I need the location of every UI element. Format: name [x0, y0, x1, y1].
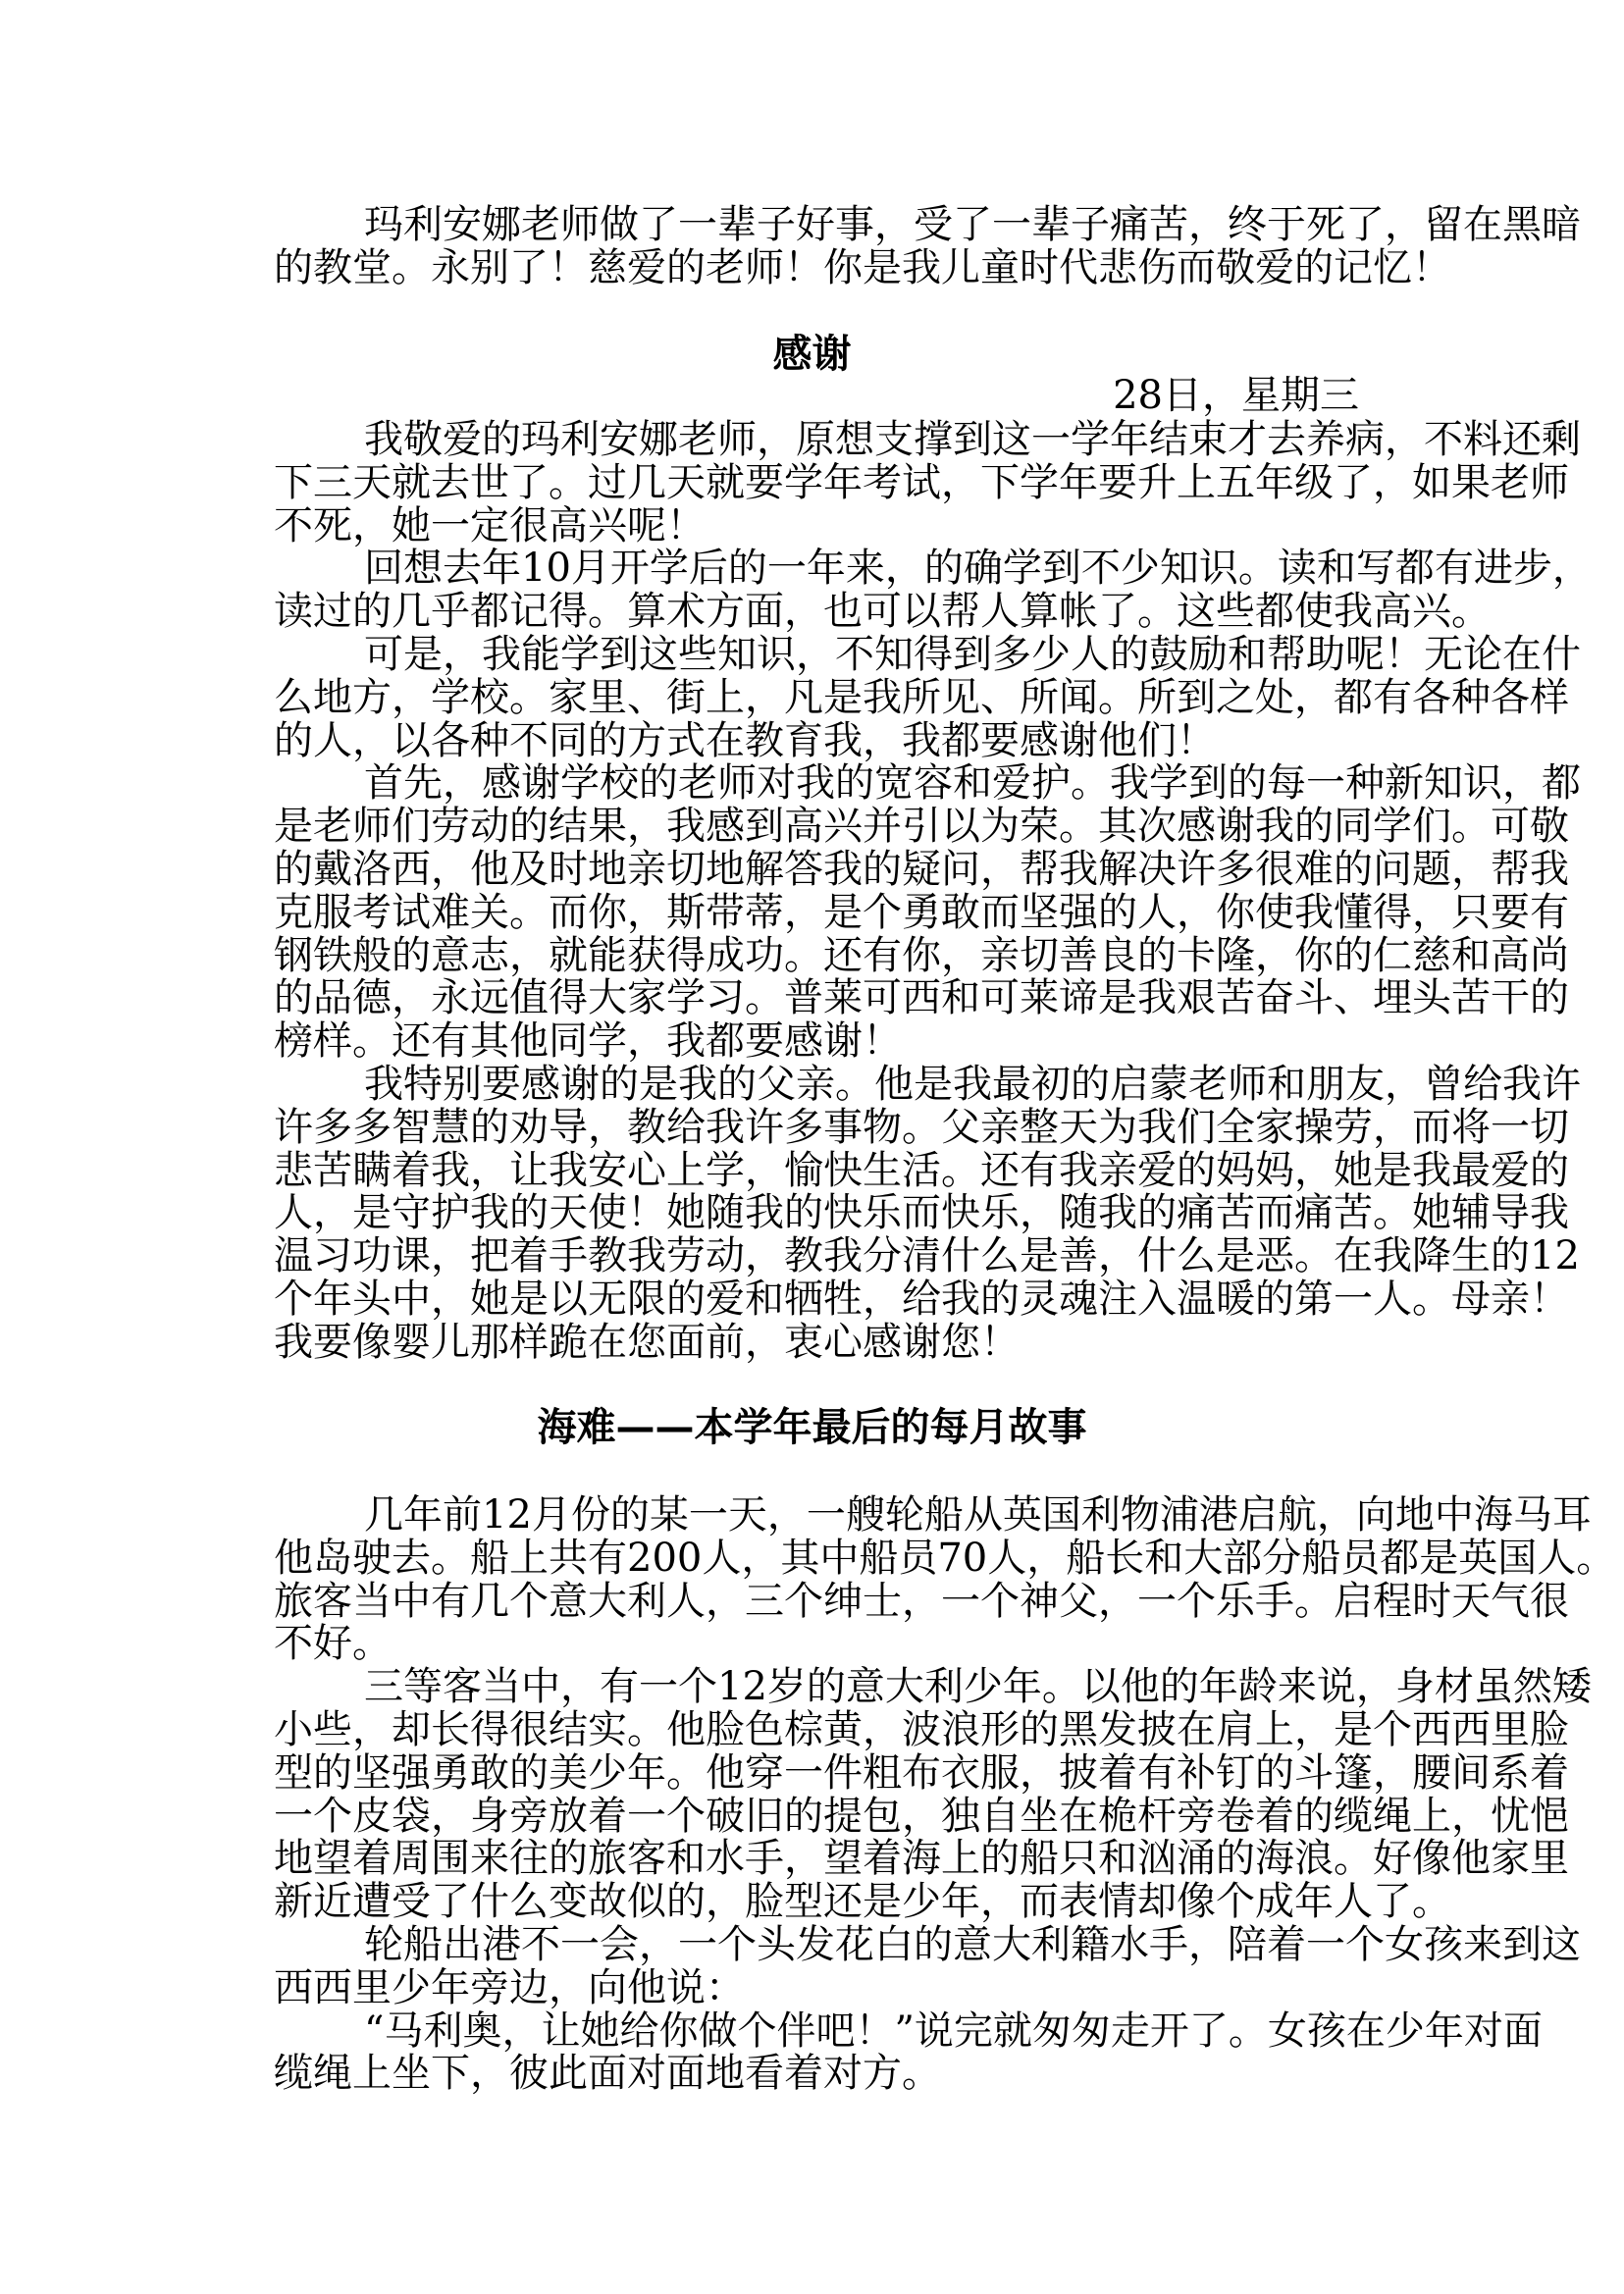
text-line: 我特别要感谢的是我的父亲。他是我最初的启蒙老师和朋友，曾给我许 — [364, 1061, 1581, 1107]
text-line: 地望着周围来往的旅客和水手，望着海上的船只和汹涌的海浪。好像他家里 — [274, 1836, 1569, 1882]
section-ending-paragraphs — [274, 202, 1581, 290]
text-line: 型的坚强勇敢的美少年。他穿一件粗布衣服，披着有补钉的斗篷，腰间系着 — [274, 1749, 1569, 1796]
text-line: 首先，感谢学校的老师对我的宽容和爱护。我学到的每一种新知识，都 — [364, 760, 1581, 807]
diary-date: 28日，星期三 — [1113, 373, 1359, 418]
text-line: 我敬爱的玛利安娜老师，原想支撑到这一学年结束才去养病，不料还剩 — [364, 417, 1581, 462]
paragraph — [274, 1921, 1581, 2010]
paragraph — [274, 546, 1592, 635]
text-line: 不死，她一定很高兴呢！ — [274, 502, 706, 548]
paragraph — [274, 1492, 1616, 1667]
text-line: 缆绳上坐下，彼此面对面地看着对方。 — [274, 2051, 941, 2097]
text-line: 是老师们劳动的结果，我感到高兴并引以为荣。其次感谢我的同学们。可敬 — [274, 804, 1569, 850]
text-line: 的人，以各种不同的方式在教育我，我都要感谢他们！ — [274, 717, 1216, 763]
text-line: 温习功课，把着手教我劳动，教我分清什么是善，什么是恶。在我降生的12 — [274, 1233, 1580, 1279]
paragraph — [274, 202, 1581, 290]
text-line: 的品德，永远值得大家学习。普莱可西和可莱谛是我艰苦奋斗、埋头苦干的 — [274, 975, 1569, 1021]
text-line: 我要像婴儿那样跪在您面前，衷心感谢您！ — [274, 1319, 1020, 1365]
text-line: 他岛驶去。船上共有200人，其中船员70人，船长和大部分船员都是英国人。 — [274, 1535, 1616, 1581]
paragraph — [274, 1061, 1581, 1365]
paragraph — [274, 1664, 1592, 1925]
text-line: 悲苦瞒着我，让我安心上学，愉快生活。还有我亲爱的妈妈，她是我最爱的 — [274, 1147, 1569, 1193]
text-line: 钢铁般的意志，就能获得成功。还有你，亲切善良的卡隆，你的仁慈和高尚 — [274, 932, 1569, 978]
text-line: 玛利安娜老师做了一辈子好事，受了一辈子痛苦，终于死了，留在黑暗 — [364, 202, 1581, 247]
text-line: 人，是守护我的天使！她随我的快乐而快乐，随我的痛苦而痛苦。她辅导我 — [274, 1190, 1569, 1236]
text-line: 下三天就去世了。过几天就要学年考试，下学年要升上五年级了，如果老师 — [274, 459, 1569, 505]
text-line: 轮船出港不一会，一个头发花白的意大利籍水手，陪着一个女孩来到这 — [364, 1921, 1581, 1967]
text-line: 小些，却长得很结实。他脸色棕黄，波浪形的黑发披在肩上，是个西西里脸 — [274, 1706, 1569, 1752]
text-line: 的戴洛西，他及时地亲切地解答我的疑问，帮我解决许多很难的问题，帮我 — [274, 846, 1569, 892]
section-title-shipwreck: 海难——本学年最后的每月故事 — [537, 1405, 1087, 1450]
text-line: 西西里少年旁边，向他说： — [274, 1964, 745, 2010]
text-line: 一个皮袋，身旁放着一个破旧的提包，独自坐在桅杆旁卷着的缆绳上，忧悒 — [274, 1793, 1569, 1839]
text-line: 旅客当中有几个意大利人，三个绅士，一个神父，一个乐手。启程时天气很 — [274, 1578, 1569, 1624]
text-line: 的教堂。永别了！慈爱的老师！你是我儿童时代悲伤而敬爱的记忆！ — [274, 244, 1451, 290]
text-line: 不好。 — [274, 1621, 392, 1667]
text-line: “马利奥，让她给你做个伴吧！”说完就匆匆走开了。女孩在少年对面 — [364, 2007, 1543, 2054]
text-line: 克服考试难关。而你，斯带蒂，是个勇敢而坚强的人，你使我懂得，只要有 — [274, 889, 1569, 935]
paragraph — [274, 631, 1581, 763]
section-shipwreck-body — [274, 1492, 1616, 2097]
section-thanks-body — [274, 417, 1592, 1365]
paragraph — [274, 417, 1581, 548]
section-title-thanks: 感谢 — [772, 332, 852, 377]
text-line: 几年前12月份的某一天，一艘轮船从英国利物浦港启航，向地中海马耳 — [364, 1492, 1592, 1538]
text-line: 读过的几乎都记得。算术方面，也可以帮人算帐了。这些都使我高兴。 — [274, 589, 1491, 635]
paragraph — [274, 760, 1581, 1065]
text-line: 回想去年10月开学后的一年来，的确学到不少知识。读和写都有进步， — [364, 546, 1592, 592]
text-line: 可是，我能学到这些知识，不知得到多少人的鼓励和帮助呢！无论在什 — [364, 631, 1581, 677]
text-line: 新近遭受了什么变故似的，脸型还是少年，而表情却像个成年人了。 — [274, 1879, 1451, 1925]
text-line: 么地方，学校。家里、街上，凡是我所见、所闻。所到之处，都有各种各样 — [274, 674, 1569, 720]
text-line: 个年头中，她是以无限的爱和牺牲，给我的灵魂注入温暖的第一人。母亲！ — [274, 1276, 1569, 1322]
paragraph — [274, 2007, 1543, 2097]
text-line: 三等客当中，有一个12岁的意大利少年。以他的年龄来说，身材虽然矮 — [364, 1664, 1592, 1710]
text-line: 榜样。还有其他同学，我都要感谢！ — [274, 1018, 902, 1065]
text-line: 许多多智慧的劝导，教给我许多事物。父亲整天为我们全家操劳，而将一切 — [274, 1104, 1569, 1150]
